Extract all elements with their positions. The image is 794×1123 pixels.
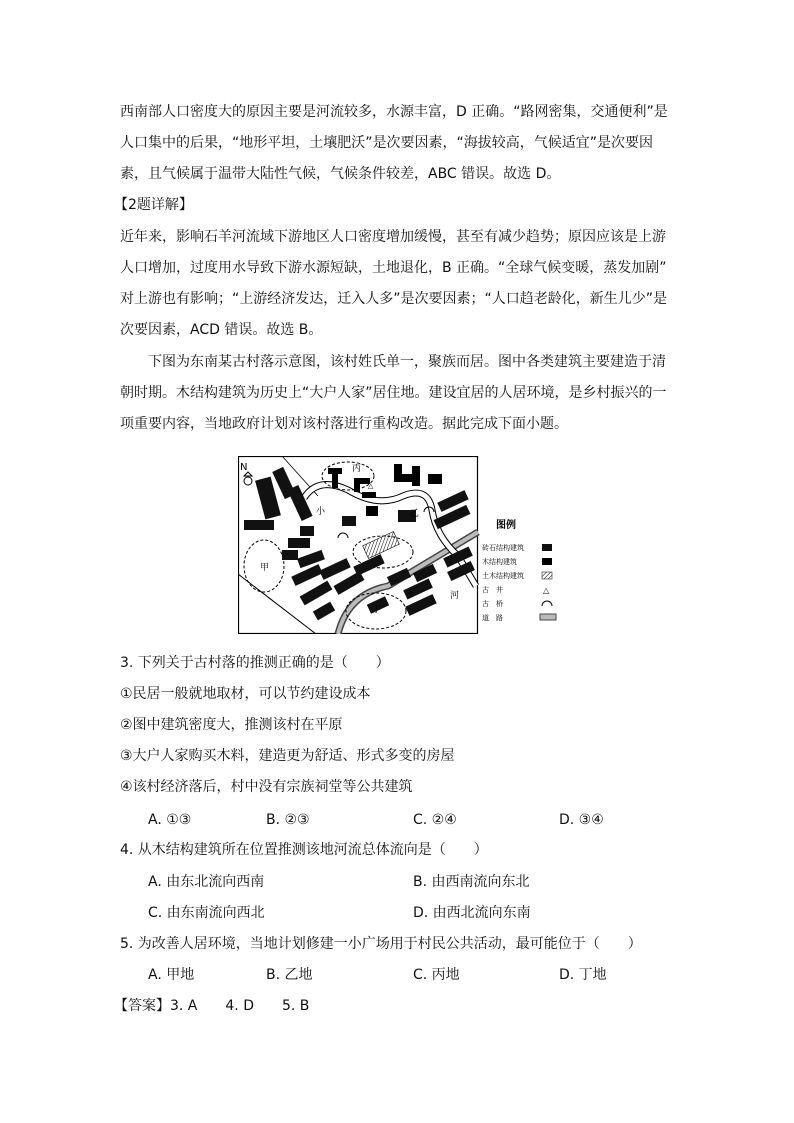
paragraph1-line: 人口集中的后果，“地形平坦，土壤肥沃”是次要因素，“海拔较高，气候适宜”是次要因: [120, 135, 654, 151]
q3-statement: ③大户人家购买木料，建造更为舒适、形式多变的房屋: [120, 748, 455, 764]
intro-line: 朝时期。木结构建筑为历史上“大户人家”居住地。建设宜居的人居环境，是乡村振兴的一: [120, 385, 667, 401]
legend-label: 道 路: [482, 614, 503, 622]
q3-option-a: A. ①③: [148, 812, 192, 828]
paragraph2-line: 对上游也有影响；“上游经济发达，迁入人多”是次要因素；“人口趋老龄化，新生儿少”是: [120, 291, 668, 307]
legend-label: 古 井: [482, 586, 503, 594]
paragraph1-line: 西南部人口密度大的原因主要是河流较多，水源丰富，D 正确。“路网密集，交通便利”是: [120, 104, 668, 120]
intro-line: 下图为东南某古村落示意图，该村姓氏单一，聚族而居。图中各类建筑主要建造于清: [148, 354, 666, 370]
q5-option-d: D. 丁地: [559, 967, 607, 983]
label-ding: 丁: [372, 605, 382, 615]
q4-option-b: B. 由西南流向东北: [413, 874, 530, 890]
answer-line: 【答案】3. A 4. D 5. B: [114, 998, 310, 1014]
label-xiao: 小: [316, 507, 326, 517]
q3-statement: ①民居一般就地取材，可以节约建设成本: [120, 686, 371, 702]
q2-heading: 【2题详解】: [114, 197, 193, 213]
label-yi: 乙: [410, 509, 420, 519]
q3-statement: ④该村经济落后，村中没有宗族祠堂等公共建筑: [120, 779, 413, 795]
village-map: [238, 456, 564, 634]
legend-label: 砖石结构建筑: [482, 544, 524, 552]
q4-option-a: A. 由东北流向西南: [148, 874, 265, 890]
well-icon: △: [543, 586, 550, 595]
q5-stem: 5. 为改善人居环境，当地计划修建一小广场用于村民公共活动，最可能位于（ ）: [120, 936, 642, 952]
label-he: 河: [450, 591, 460, 601]
paragraph1-line: 素，且气候属于温带大陆性气候，气候条件较差，ABC 错误。故选 D。: [120, 166, 561, 182]
q3-option-d: D. ③④: [559, 812, 604, 828]
bridge-icon: [542, 601, 552, 606]
wood-icon: [542, 558, 552, 565]
q4-stem: 4. 从木结构建筑所在位置推测该地河流总体流向是（ ）: [120, 842, 488, 858]
label-bing: 丙: [352, 464, 362, 474]
q5-option-b: B. 乙地: [266, 967, 313, 983]
q5-option-c: C. 丙地: [413, 967, 460, 983]
road-icon: [540, 614, 556, 620]
earth-wood-icon: [542, 572, 552, 579]
map-legend: [482, 518, 556, 622]
paragraph2-line: 次要因素，ACD 错误。故选 B。: [120, 322, 323, 338]
legend-label: 木结构建筑: [482, 558, 517, 566]
brick-icon: [542, 544, 552, 551]
legend-label: 土木结构建筑: [482, 572, 524, 580]
legend-title: 图例: [496, 520, 516, 531]
north-label: N: [240, 462, 248, 473]
q4-option-d: D. 由西北流向东南: [413, 905, 531, 921]
q3-option-b: B. ②③: [266, 812, 310, 828]
paragraph2-line: 人口增加，过度用水导致下游水源短缺，土地退化，B 正确。“全球气候变暖，蒸发加剧”: [120, 260, 667, 276]
legend-label: 古 桥: [482, 600, 503, 608]
q4-option-c: C. 由东南流向西北: [148, 905, 265, 921]
intro-line: 项重要内容，当地政府计划对该村落进行重构改造。据此完成下面小题。: [120, 416, 568, 432]
q3-stem: 3. 下列关于古村落的推测正确的是（ ）: [120, 655, 390, 671]
well-icon: △: [368, 482, 374, 490]
q3-statement: ②图中建筑密度大，推测该村在平原: [120, 717, 343, 733]
q3-option-c: C. ②④: [413, 812, 457, 828]
label-jia: 甲: [260, 563, 270, 573]
paragraph2-line: 近年来，影响石羊河流域下游地区人口密度增加缓慢，甚至有减少趋势；原因应该是上游: [120, 229, 666, 245]
q5-option-a: A. 甲地: [148, 967, 195, 983]
